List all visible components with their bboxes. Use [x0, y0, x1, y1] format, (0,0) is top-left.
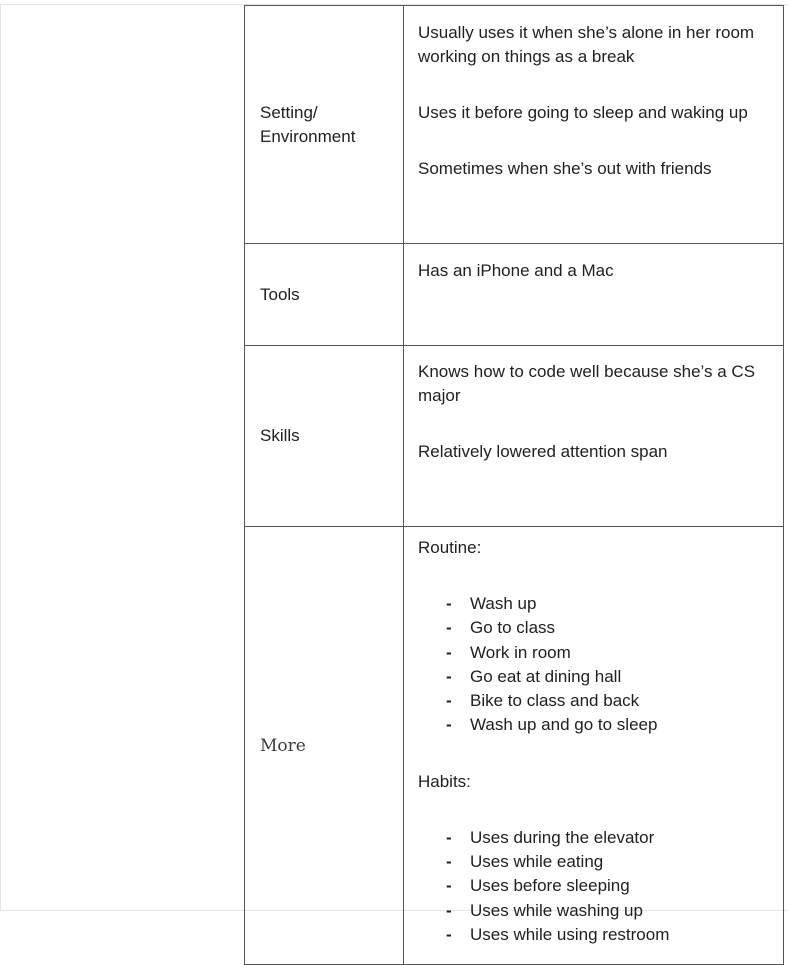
routine-item-text: Work in room [470, 642, 571, 662]
dash-bullet: - [446, 691, 452, 711]
row-value-skills [404, 346, 784, 527]
habits-list [418, 826, 775, 947]
routine-title: Routine: [418, 538, 482, 557]
dash-bullet: - [446, 666, 452, 686]
table-row-skills [245, 346, 784, 527]
list-item [418, 874, 775, 898]
list-item [418, 923, 775, 947]
routine-item-text: Go eat at dining hall [470, 666, 622, 686]
row-label-tools: Tools [245, 244, 404, 346]
habit-item-text: Uses while using restroom [470, 924, 670, 944]
dash-bullet: - [446, 924, 452, 944]
habits-title: Habits: [418, 771, 471, 791]
list-item [418, 899, 775, 923]
tools-line: Has an iPhone and a Mac [418, 261, 614, 280]
row-label-more: More [245, 527, 404, 965]
routine-item-text: Wash up [470, 594, 537, 613]
list-item [418, 641, 775, 665]
table-row-tools [245, 244, 784, 346]
row-value-setting [404, 6, 784, 244]
setting-line: Uses it before going to sleep and waking up [418, 103, 748, 122]
dash-bullet: - [446, 642, 452, 662]
habit-item-text: Uses while washing up [470, 900, 643, 920]
dash-bullet: - [446, 852, 452, 872]
routine-item-text: Go to class [470, 618, 556, 638]
dash-bullet: - [446, 827, 452, 847]
dash-bullet: - [446, 715, 452, 735]
dash-bullet: - [446, 594, 452, 613]
dash-bullet: - [446, 876, 452, 896]
habit-item-text: Uses while eating [470, 852, 604, 872]
page-edge-left [0, 4, 1, 911]
table-row-setting [245, 6, 784, 244]
list-item [418, 826, 775, 850]
list-item [418, 592, 775, 616]
dash-bullet: - [446, 618, 452, 638]
habit-item-text: Uses during the elevator [470, 827, 655, 847]
list-item [418, 665, 775, 689]
setting-line: Sometimes when she’s out with friends [418, 159, 712, 178]
habit-item-text: Uses before sleeping [470, 876, 630, 896]
row-label-skills: Skills [245, 346, 404, 527]
row-label-setting: Setting/ Environment [245, 6, 404, 244]
table-row-more [245, 527, 784, 965]
routine-item-text: Bike to class and back [470, 691, 640, 711]
persona-table [244, 5, 784, 965]
dash-bullet: - [446, 900, 452, 920]
row-value-tools [404, 244, 784, 346]
skills-line: Relatively lowered attention span [418, 442, 668, 461]
setting-line: Usually uses it when she’s alone in her room working on things as a break [418, 23, 755, 66]
routine-list [418, 592, 775, 738]
list-item [418, 689, 775, 713]
list-item [418, 616, 775, 640]
row-value-more [404, 527, 784, 965]
list-item [418, 713, 775, 737]
skills-line: Knows how to code well because she’s a CS major [418, 362, 756, 405]
list-item [418, 850, 775, 874]
routine-item-text: Wash up and go to sleep [470, 715, 658, 735]
